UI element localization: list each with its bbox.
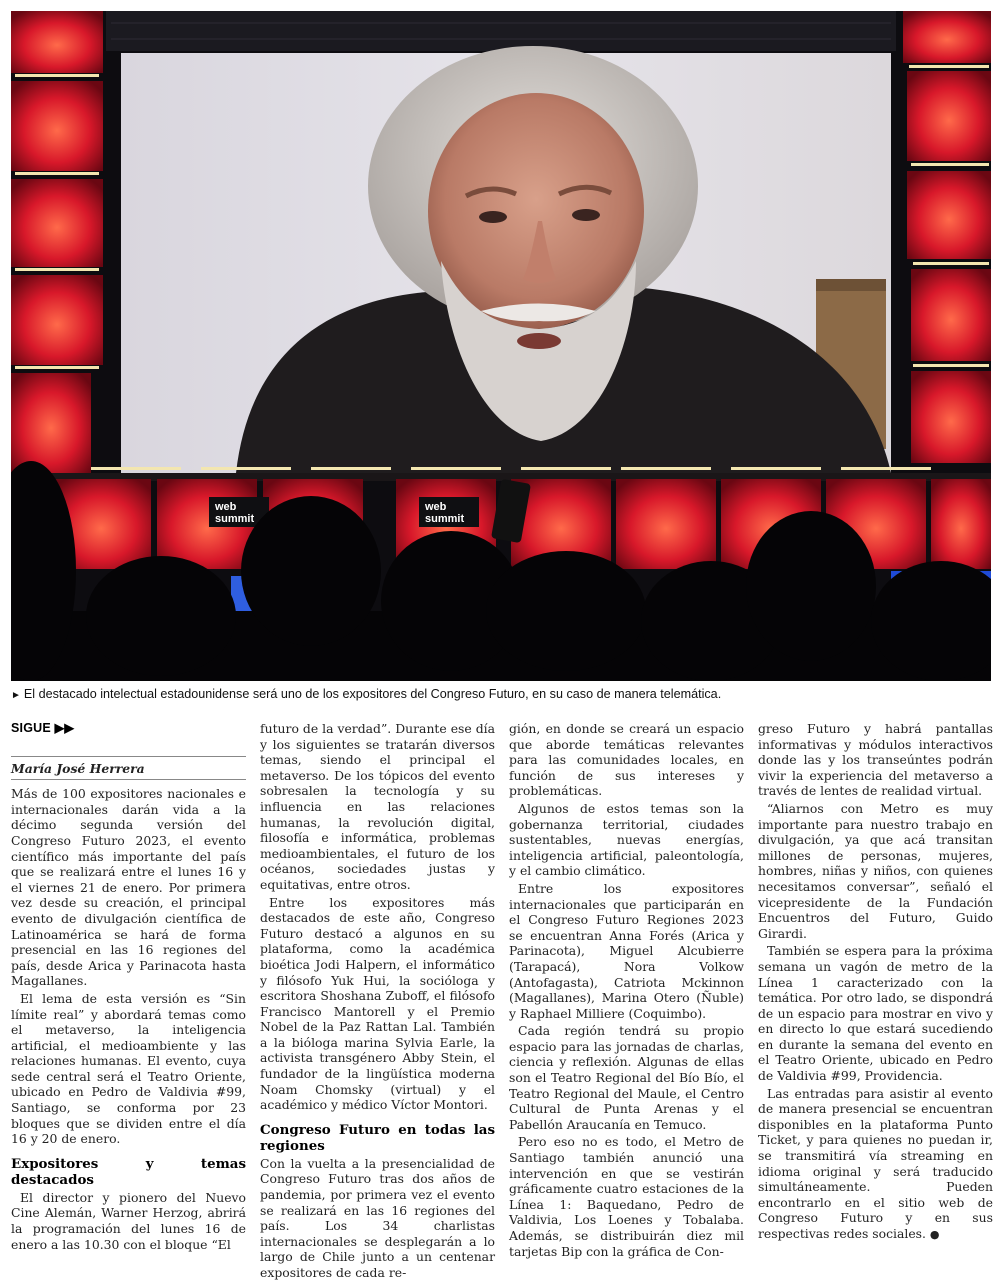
paragraph: Pero eso no es todo, el Metro de Santiago también anunció una intervención en que se vestirán gráficamente cuatro estaciones de la Línea 1: Baquedano, Pedro de Valdivia, Los Loenes y Tobalaba. Además, se distribuirán diez mil tarjetas Bip con la gráfica de Con- [509, 1134, 744, 1259]
paragraph: También se espera para la próxima semana un vagón de metro de la Línea 1 caracterizado con la temática. Por otro lado, se dispondrá de un espacio para mostrar en vivo y en directo lo que estará sucediendo en durante la semana del evento en el Teatro Oriente, ubicado en Pedro de Valdivia #99, Providencia. [758, 943, 993, 1084]
right-cube-tower [903, 11, 991, 463]
paragraph: Algunos de estos temas son la gobernanza territorial, ciudades sustentables, nuevas energías, inteligencia artificial, paleontología, y el cambio climático. [509, 800, 744, 879]
subheading-regiones: Congreso Futuro en todas las regiones [260, 1121, 495, 1154]
article-column-2 [260, 721, 495, 1283]
conference-photo [11, 11, 991, 681]
article-column-1 [11, 721, 246, 1254]
svg-text:web: web [425, 501, 447, 513]
svg-text:summit: summit [425, 513, 465, 525]
caption-text: El destacado intelectual estadounidense será uno de los expositores del Congreso Futuro, en su caso de manera telemática. [23, 687, 722, 701]
paragraph: Entre los expositores más destacados de este año, Congreso Futuro destacó a algunos en su plataforma, como la académica bioética Jodi Halpern, el informático y filósofo Yuk Hui, la socióloga y escritora Shoshana Zuboff, el filósofo Francisco Mantorell y el Premio Nobel de la Paz Rattan Lal. También a la bióloga marina Sylvia Earle, la activista transgénero Abby Stein, el fundador de la lingüística moderna Noam Chomsky (virtual) y el académico y médico Víctor Montori. [260, 894, 495, 1113]
svg-text:web: web [215, 501, 237, 513]
paragraph: Cada región tendrá su propio espacio para las jornadas de charlas, ciencia y reflexión. Algunas de ellas son el Teatro Regional del Bío Bío, el Teatro Regional del Maule, el Centro Cultural de Punta Arenas y el Pabellón Araucanía en Temuco. [509, 1023, 744, 1132]
paragraph: Más de 100 expositores nacionales e internacionales darán vida a la décimo segunda versión del Congreso Futuro 2023, el evento científico más importante del país que se realizará entre el lunes 16 y el viernes 21 de enero. Por primera vez desde su creación, el principal evento de divulgación científica de Latinoamérica se hará de forma presencial en las 16 regiones del país, desde Arica y Parinacota hasta Magallanes. [11, 786, 246, 989]
photo-caption [11, 686, 991, 704]
paragraph: El lema de esta versión es “Sin límite real” y abordará temas como el metaverso, la inteligencia artificial, el medioambiente y las relaciones humanas. El evento, cuya sede central será el Teatro Oriente, ubicado en Pedro de Valdivia #99, Santiago, se conforma por 23 bloques que se dividen entre el día 16 y 20 de enero. [11, 990, 246, 1147]
sigue-kicker: SIGUE ▶▶ [11, 721, 246, 757]
article-column-4 [758, 721, 993, 1245]
paragraph: greso Futuro y habrá pantallas informativas y módulos interactivos donde las y los transeúntes podrán vivir la experiencia del metaverso a través de lentes de realidad virtual. [758, 721, 993, 799]
paragraph: Con la vuelta a la presencialidad de Congreso Futuro tras dos años de pandemia, por primera vez el evento se realizará en las 16 regiones del país. Los 34 charlistas internacionales se desplegarán a lo largo de Chile junto a un centenar expositores de cada re- [260, 1155, 495, 1280]
paragraph-text: Las entradas para asistir al evento de manera presencial se encuentran disponibles en la plataforma Punto Ticket, y para quienes no puedan ir, se transmitirá vía streaming en idioma original y será traducido simultáneamente. Pueden encontrarlo en el sitio web de Congreso Futuro y en sus respectivas redes sociales. [758, 1085, 993, 1241]
stage-illustration [11, 11, 991, 681]
article-column-3 [509, 721, 744, 1261]
video-screen [121, 46, 891, 473]
paragraph: gión, en donde se creará un espacio que aborde temáticas relevantes para las comunidades locales, en función de sus intereses y problemáticas. [509, 721, 744, 799]
end-mark-icon: ● [929, 1228, 940, 1241]
paragraph: Entre los expositores internacionales que participarán en el Congreso Futuro Regiones 2023 se encuentran Anna Forés (Arica y Parinacota), Miguel Alcubierre (Tarapacá), Nora Volkow (Antofagasta), Catriota Mckinnon (Magallanes), Marina Otero (Ñuble) y Raphael Milliere (Coquimbo). [509, 880, 744, 1021]
paragraph: futuro de la verdad”. Durante ese día y los siguientes se tratarán diversos temas, siendo el principal el metaverso. De los tópicos del evento sobresalen la tecnología y su influencia en las relaciones humanas, la revolución digital, filosofía e informática, problemas medioambientales, el futuro de los océanos, sociedades justas y equitativas, entre otros. [260, 721, 495, 892]
svg-text:summit: summit [215, 513, 255, 525]
author-byline: María José Herrera [11, 761, 246, 781]
caption-marker: ► [11, 690, 21, 701]
web-summit-sign-right [419, 497, 479, 527]
paragraph [758, 1086, 993, 1243]
subheading-expositores: Expositores y temas destacados [11, 1155, 246, 1188]
paragraph: “Aliarnos con Metro es muy importante para nuestro trabajo en divulgación, ya que acá transitan millones de personas, mujeres, hombres, niñas y niños, con quienes necesitamos conversar”, señaló el vicepresidente de la Fundación Encuentros del Futuro, Guido Girardi. [758, 800, 993, 941]
paragraph: El director y pionero del Nuevo Cine Alemán, Warner Herzog, abrirá la programación del lunes 16 de enero a las 10.30 con el bloque “El [11, 1189, 246, 1252]
